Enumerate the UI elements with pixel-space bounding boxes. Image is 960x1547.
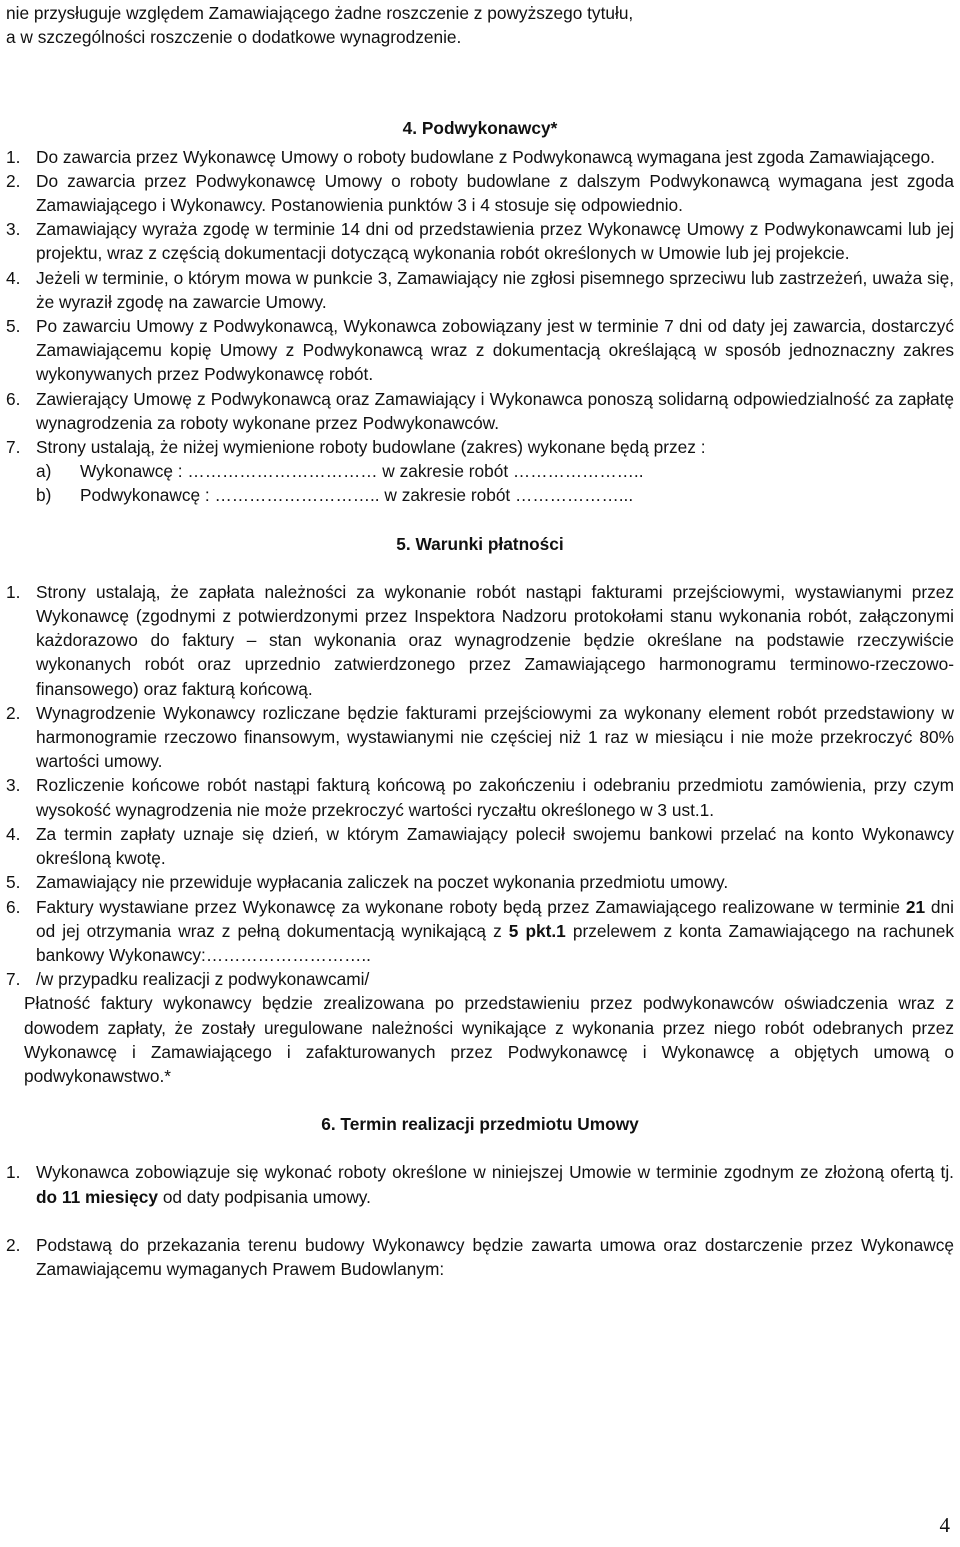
intro-paragraph: [6, 1, 954, 49]
list-item: [6, 435, 954, 459]
list-item: [6, 266, 954, 314]
item-text: Zawierający Umowę z Podwykonawcą oraz Zamawiający i Wykonawca ponoszą solidarną odpowiedzialność za zapłatę wynagrodzenia za roboty wykonane przez Podwykonawców.: [36, 388, 954, 433]
list-item: [6, 387, 954, 435]
bold-run: do 11 miesięcy: [36, 1186, 159, 1207]
item-text: Po zawarciu Umowy z Podwykonawcą, Wykonawca zobowiązany jest w terminie 7 dni od daty jej zawarcia, dostarczyć Zamawiającemu kopię Umowy z Podwykonawcą wraz z dokumentacją określającą w sposób jednoznaczny zakres wykonywanych przez Podwykonawcę robót.: [36, 316, 954, 385]
item-text: Wynagrodzenie Wykonawcy rozliczane będzie fakturami przejściowymi za wykonany element robót przedstawiony w harmonogramie rzeczowo finansowym, wystawianymi nie częściej niż 1 raz w miesiącu i nie może przekroczyć 80% wartości umowy.: [36, 702, 954, 772]
section-5-list: [6, 580, 954, 1088]
bold-run: 21: [905, 896, 926, 917]
item-number: 3.: [6, 775, 21, 796]
item-number: 1.: [6, 581, 21, 602]
item-text: Za termin zapłaty uznaje się dzień, w którym Zamawiający polecił swojemu bankowi przelać na konto Wykonawcy określoną kwotę.: [36, 823, 954, 869]
item-number: 6.: [6, 896, 21, 917]
list-item: [6, 314, 954, 387]
sub-item-label: a): [36, 461, 52, 482]
text-run: przelewem z konta Zamawiającego na rachunek bankowy Wykonawcy:………………………..: [36, 920, 954, 965]
item-text: Do zawarcia przez Wykonawcę Umowy o roboty budowlane z Podwykonawcą wymagana jest zgoda Zamawiającego.: [36, 146, 935, 167]
sub-item-text: Wykonawcę : …………………………… w zakresie robót …………………..: [80, 461, 644, 482]
item-text: /w przypadku realizacji z podwykonawcami/: [36, 969, 370, 990]
bold-run: 5 pkt.1: [508, 920, 566, 941]
item-text: Do zawarcia przez Podwykonawcę Umowy o roboty budowlane z dalszym Podwykonawcą wymagana jest zgoda Zamawiającego i Wykonawcy. Postanowienia punktów 3 i 4 stosuje się odpowiednio.: [36, 170, 954, 216]
sub-item-text: Podwykonawcę : ……………………….. w zakresie robót ………………...: [80, 485, 634, 506]
list-item: [6, 895, 954, 968]
item-text: Strony ustalają, że niżej wymienione roboty budowlane (zakres) wykonane będą przez :: [36, 437, 706, 458]
list-item: [6, 145, 954, 169]
item-number: 5.: [6, 316, 21, 337]
item-number: 2.: [6, 702, 21, 723]
list-item: [6, 773, 954, 821]
item-text: [36, 1160, 954, 1208]
item-number: 3.: [6, 219, 21, 240]
list-item: [6, 217, 954, 265]
sub-item-a: [6, 459, 954, 483]
item-number: 7.: [6, 437, 21, 458]
list-item: [6, 967, 954, 991]
item-number: 2.: [6, 1234, 21, 1255]
item-number: 4.: [6, 823, 21, 844]
document-body: [6, 1, 954, 1281]
text-run: dni od jej otrzymania wraz z pełną dokumentacją wynikającą z: [36, 896, 954, 941]
list-item: [6, 580, 954, 701]
item-7-body: Płatność faktury wykonawcy będzie zrealizowana po przedstawieniu przez podwykonawców oświadczenia wraz z dowodem zapłaty, że zostały uregulowane należności wynikające z wykonania przez niego robót odebranych przez Wykonawcę i Zamawiającego i zafakturowanych przez Podwykonawcę i Wykonawcę a objętych umową o podwykonawstwo.*: [24, 993, 954, 1086]
text-run: od daty podpisania umowy.: [158, 1186, 371, 1207]
text-run: Wykonawca zobowiązuje się wykonać roboty określone w niniejszej Umowie w terminie zgodnym ze złożoną ofertą tj.: [36, 1162, 954, 1183]
list-item: [6, 870, 954, 894]
item-text: Strony ustalają, że zapłata należności za wykonanie robót nastąpi fakturami przejściowymi, wystawianymi przez Wykonawcę (zgodnymi z potwierdzonymi przez Inspektora Nadzoru protokołami stanu wykonania robót, załączonymi każdorazowo do faktury – stan wykonania oraz wynagrodzenie będzie określane na podstawie rzeczywiście wykonanych robót oraz uprzednio zatwierdzonego przez Zamawiającego harmonogramu terminowo-rzeczowo-finansowego) oraz fakturą końcową.: [36, 581, 954, 699]
sub-item-label: b): [36, 485, 52, 506]
item-text: Rozliczenie końcowe robót nastąpi fakturą końcową po zakończeniu i odebraniu przedmiotu zamówienia, przy czym wysokość wynagrodzenia nie może przekroczyć wartości ryczałtu określonego w 3 ust.1.: [36, 775, 954, 820]
list-item: [6, 1233, 954, 1281]
item-number: 4.: [6, 267, 21, 288]
section-4-list: [6, 145, 954, 508]
item-number: 2.: [6, 170, 21, 191]
list-item: [6, 1160, 954, 1208]
list-item: [6, 701, 954, 774]
item-number: 5.: [6, 872, 21, 893]
item-text: Zamawiający nie przewiduje wypłacania zaliczek na poczet wykonania przedmiotu umowy.: [36, 872, 729, 893]
text-run: Faktury wystawiane przez Wykonawcę za wykonane roboty będą przez Zamawiającego realizowane w terminie: [36, 896, 906, 917]
list-item: [6, 822, 954, 870]
item-number: 7.: [6, 969, 21, 990]
list-item: [6, 169, 954, 217]
item-number: 1.: [6, 1162, 21, 1183]
page-number: 4: [939, 1513, 950, 1537]
intro-line-1: nie przysługuje względem Zamawiającego żadne roszczenie z powyższego tytułu,: [6, 3, 634, 23]
item-text: Podstawą do przekazania terenu budowy Wykonawcy będzie zawarta umowa oraz dostarczenie przez Wykonawcę Zamawiającemu wymaganych Prawem Budowlanym:: [36, 1234, 954, 1279]
section-4-title: 4. Podwykonawcy*: [402, 118, 558, 139]
section-6-list: [6, 1160, 954, 1281]
section-5-title: 5. Warunki płatności: [396, 533, 564, 554]
section-6-title: 6. Termin realizacji przedmiotu Umowy: [321, 1114, 639, 1135]
sub-item-b: [6, 483, 954, 507]
intro-line-2: a w szczególności roszczenie o dodatkowe wynagrodzenie.: [6, 27, 462, 48]
item-text: [36, 895, 954, 968]
item-text: Zamawiający wyraża zgodę w terminie 14 dni od przedstawienia przez Wykonawcę Umowy z Podwykonawcami lub jej projektu, wraz z częścią dokumentacji dotyczącą wykonania robót określonych w Umowie lub jej projekcie.: [36, 219, 954, 264]
item-number: 1.: [6, 146, 21, 167]
item-text: Jeżeli w terminie, o którym mowa w punkcie 3, Zamawiający nie zgłosi pisemnego sprzeciwu lub zastrzeżeń, uważa się, że wyraził zgodę na zawarcie Umowy.: [36, 267, 954, 312]
item-number: 6.: [6, 388, 21, 409]
